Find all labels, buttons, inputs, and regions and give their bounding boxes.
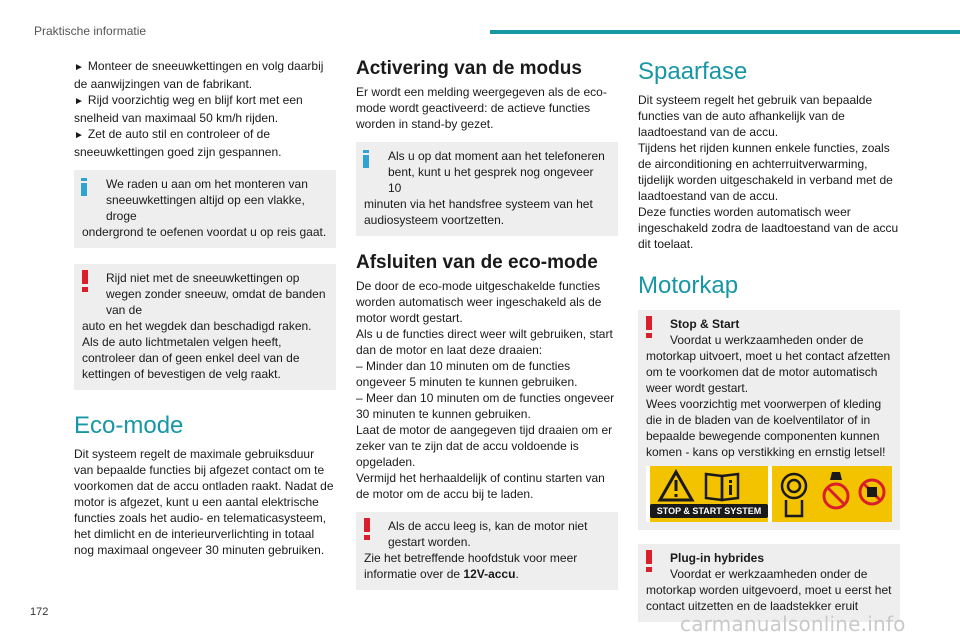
pictogram-label: STOP & START SYSTEM xyxy=(650,504,768,518)
info-note: We raden u aan om het monteren van sneeuwkettingen altijd op een vlakke, droge ondergrond te oefenen voordat u op reis gaat. xyxy=(74,170,336,248)
column-1 xyxy=(74,58,336,558)
warning-icon xyxy=(646,316,652,338)
warning-icon xyxy=(82,270,88,292)
warning-note: Als de accu leeg is, kan de motor niet gestart worden. Zie het betreffende hoofdstuk voor meer informatie over de 12V-accu. xyxy=(356,512,618,590)
no-loose-clothing-icon xyxy=(824,472,848,508)
bonnet-title: Motorkap xyxy=(638,272,739,299)
page-number: 172 xyxy=(30,606,49,618)
activation-title: Activering van de modus xyxy=(356,58,582,79)
exit-eco-title: Afsluiten van de eco-mode xyxy=(356,252,598,273)
bullet-item: ► Zet de auto stil en controleer of de sneeuwkettingen goed zijn gespannen. xyxy=(74,127,282,159)
saving-text: Dit systeem regelt het gebruik van bepaalde functies van de auto afhankelijk van de laadtoestand van de accu. xyxy=(638,93,873,139)
exit-item: – Meer dan 10 minuten om de functies ongeveer 30 minuten te kunnen gebruiken. xyxy=(356,391,615,421)
warning-icon xyxy=(364,518,370,540)
warning-note: Rijd niet met de sneeuwkettingen op wegen zonder sneeuw, omdat de banden van de auto en het wegdek dan beschadigd raken. Als de auto lichtmetalen velgen heeft, controleer dan of geen enkel deel van de kettingen of bevestigen de velg raakt. xyxy=(74,264,336,390)
bullet-item: ► Monteer de sneeuwkettingen en volg daarbij de aanwijzingen van de fabrikant. xyxy=(74,59,324,91)
info-note: Als u op dat moment aan het telefoneren bent, kunt u het gesprek nog ongeveer 10 minuten via het handsfree systeem van het audiosysteem voortzetten. xyxy=(356,142,618,236)
no-hands-icon xyxy=(860,480,884,504)
saving-text: Tijdens het rijden kunnen enkele functies, zoals de airconditioning en achterruitverwarming, tijdelijk worden uitgeschakeld in verband met de laadtoestand van de accu. xyxy=(638,141,893,203)
warning-note: Plug-in hybrides Voordat er werkzaamheden onder de motorkap worden uitgevoerd, moet u eerst het contact uitzetten en de laadstekker eruit xyxy=(638,544,900,622)
activation-text: Er wordt een melding weergegeven als de eco-mode wordt geactiveerd: de actieve functies worden in stand-by gezet. xyxy=(356,85,607,131)
section-label: Praktische informatie xyxy=(34,24,147,38)
exit-warning: Vermijd het herhaaldelijk of continu starten van de motor om de accu bij te laden. xyxy=(356,471,605,501)
warning-triangle-icon xyxy=(660,472,692,500)
eco-mode-title: Eco-mode xyxy=(74,412,184,439)
watermark: carmanualsonline.info xyxy=(680,612,906,636)
warning-note: Stop & Start Voordat u werkzaamheden onder de motorkap uitvoert, moet u het contact afzetten om te voorkomen dat de motor automatisch weer wordt gestart. Wees voorzichtig met voorwerpen of kleding die in de bladen van de koelventilator of in bepaalde bewegende componenten kunnen komen - kans op verstikking en ernstig letsel! STOP & START SYSTEM xyxy=(638,310,900,530)
manual-book-icon xyxy=(706,474,738,500)
fan-entanglement-icon xyxy=(782,474,806,516)
exit-intro: De door de eco-mode uitgeschakelde functies worden automatisch weer ingeschakeld als de motor wordt gestart. xyxy=(356,279,602,325)
bullet-item: ► Rijd voorzichtig weg en blijf kort met een snelheid van maximaal 50 km/h rijden. xyxy=(74,93,303,125)
info-icon xyxy=(81,178,87,196)
exit-item: – Minder dan 10 minuten om de functies ongeveer 5 minuten te kunnen gebruiken. xyxy=(356,359,578,389)
info-icon xyxy=(363,150,369,168)
stop-start-pictogram xyxy=(646,466,892,522)
header-rule xyxy=(490,30,960,34)
saving-phase-title: Spaarfase xyxy=(638,58,748,85)
warning-icon xyxy=(646,550,652,572)
column-3 xyxy=(638,58,900,622)
exit-outro: Laat de motor de aangegeven tijd draaien om er zeker van te zijn dat de accu voldoende is opgeladen. xyxy=(356,423,613,469)
exit-restart: Als u de functies direct weer wilt gebruiken, start dan de motor en laat deze draaien: xyxy=(356,327,613,357)
saving-text: Deze functies worden automatisch weer ingeschakeld zodra de laadtoestand van de accu dit toelaat. xyxy=(638,205,899,251)
eco-mode-text: Dit systeem regelt de maximale gebruiksduur van bepaalde functies bij afgezet contact om te voorkomen dat de accu ontladen raakt. Nadat de motor is afgezet, kunt u een aantal elektrische functies zoals het audio- en telematicasysteem, het dimlicht en de interieurverlichting in totaal nog maximaal ongeveer 30 minuten gebruiken. xyxy=(74,447,334,557)
column-2 xyxy=(356,58,618,590)
